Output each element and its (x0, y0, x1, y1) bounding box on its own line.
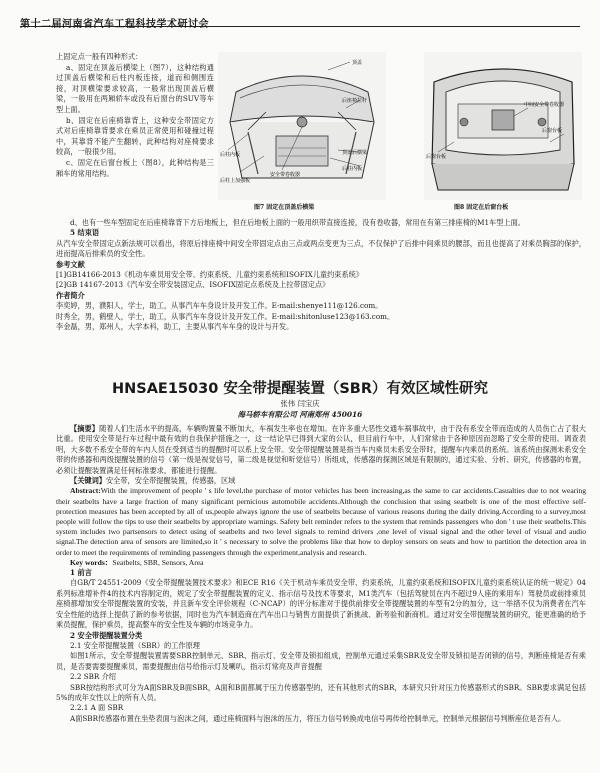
article-author: 张伟 闫宝庆 (280, 399, 320, 408)
paragraph: a、固定在顶盖后横梁上（图7），这种结构通过顶盖后横梁和后柱内板连接，道而和侧围连接，对顶横梁要求较高，一般常出现顶盖后横梁，一般用在两厢轿车或没有后窗台的SUV等车型上面。 (56, 62, 214, 114)
references-heading: 参考文献 (56, 259, 85, 269)
abstract-cn-label: 【摘要】 (70, 424, 100, 433)
section-2-heading: 2 安全带提醒装置分类 (70, 630, 143, 640)
fig7-label: 后柱上加强板 (220, 178, 251, 184)
abstract-cn: 随着人们生活水平的提高，车辆购置量不断加大，车祸发生率也在增加。在许多重大恶性交通车祸事故中，由于没有系安全带而造成的人员伤亡占了很大比重。使用安全带是行车过程中最有效的自我保护措施之一，这一结论早已得到大家的公认，但目前行车中，人们常常由于各种原因而忽略了安全带的使用。调查表明，大多数不系安全带的车内人员在受到适当的提醒时可以系上安全带。安全带提醒装置是指当车内乘员未系安全带时，提醒车内乘员的系统。该系统由探测未系安全带的传感器和两级提醒装置的信号（第一级是视觉信号，第二级是视觉和听觉信号）所组成，传感器的探测区域是有限制的，通过实验、分析、研究，传感器的布置，必须让提醒装置满足任何标准要求，都能进行提醒。 (56, 424, 586, 475)
conclusion-heading: 5 结束语 (70, 228, 100, 238)
author-bio: 时秀全，男，鹤壁人，学士，助工，从事汽车车身设计及开发工作。E-mail:shitonluse123@163.com。 (56, 311, 395, 321)
fig8-label: 中间安全带卷收器 (524, 102, 565, 108)
fig7-label: 顶盖 (352, 60, 363, 66)
keywords-en: Seatbelts, SBR, Sensors, Area (112, 557, 204, 567)
section-2-2-body: SBR按结构形式可分为A面SBR及B面SBR，A面和B面都属于压力传感器型的，还有其他形式的SBR，本研究只针对压力传感器形式的SBR。SBR要求满足包括5%的成年女性以上的所有人员。 (56, 682, 586, 702)
left-column (56, 52, 214, 179)
article-body (56, 424, 586, 724)
author-bio: 李奕婷，男，濮阳人，学士，助工，从事汽车车身设计及开发工作。E-mail:shenye111@126.com。 (56, 301, 383, 311)
figures-area (218, 52, 590, 211)
reference-item: [1]GB14166-2013《机动车乘员用安全带、约束系统、儿童约束系统和ISOFIX儿童约束系统》 (56, 270, 364, 280)
paragraph: c、固定在后窗台板上（图8），此种结构是三厢车的常用结构。 (56, 157, 214, 178)
reference-item: [2]GB 14167-2013《汽车安全带安装固定点、ISOFIX固定点系统及上拉带固定点》 (56, 280, 330, 290)
keywords-en-label: Key words： (70, 557, 113, 567)
section-2-1-body: 如图1所示，安全带提醒装置需要SBR控制单元、SBR、指示灯、安全带及锁扣组成，控制单元通过采集SBR及安全带及锁扣是否闭锁的信号，判断座椅是否有乘员，是否要需要提醒乘员，需要提醒由信号给指示灯及喇叭，指示灯常亮及声音提醒 (56, 651, 586, 671)
paragraph-d: d、也有一些车型固定在后座椅靠背下方后地板上，但在后地板上面的一般用织带直接连接，没有卷收器，常用在有第三排座椅的M1车型上面。 (70, 218, 525, 227)
fig8-label: 后窗台板 (542, 128, 563, 134)
section-2-2-1-heading: 2.2.1 A 面 SBR (70, 703, 124, 713)
abstract-en: With the improvement of people ' s life level,the purchase of motor vehicles has been increasing,as the same to car accidents.Casualties due to not wearing their seatbelts have a large fraction of many significant pernicious automobile accidents.Although the conclusion that using seatbelt is one of the most effective self-protection measures has been accepted by all of us,people always ignore the use of seatbelts because of various reasons during the daily driving.According to a survey,most people will follow the tips to use their seatbelts by appropriate warnings. Safety belt reminder refers to the system that reminds passengers who don ' t use their seatbelts.This system includes two partsensors to detect using of seatbelts and two level signals to remind drivers ,one level of visual signal and the other level of visual and audio signal.The detection area of sensors are limited,so it ' s necessary to solve the problems like that how to deploy sensors on seats and how to partition the detection area in order to meet the requirements of reminding passengers through the experiment,analysis and research. (56, 486, 586, 557)
conclusion-text: 从汽车安全带固定点新法规可以看出，将原后排座椅中间安全带固定点由三点或两点变更为三点，不仅保护了后排中间乘员的腰部，而且也提高了对乘员胸部的保护，进而提高后排乘员的安全性。 (56, 238, 586, 259)
section-2-2-1-body: A面SBR传感器布置在坐垫表面与泡沫之间，通过座椅面料与泡沫的压力，将压力信号转换成电信号再传给控制单元，控制单元根据信号判断座位是否有人。 (70, 713, 566, 723)
keywords-cn: 安全带，安全带提醒装置，传感器，区域 (105, 476, 236, 486)
section-2-1-heading: 2.1 安全带提醒装置（SBR）的工作原理 (70, 640, 200, 650)
running-title: 第十二届河南省汽车工程科技学术研讨会 (20, 19, 209, 30)
fig7-label: 后柱内板 (220, 152, 241, 158)
fig8-rear-shelf-diagram (424, 52, 582, 200)
section-2-2-heading: 2.2 SBR 介绍 (70, 672, 116, 682)
fig8-caption: 图8 固定在后窗台板 (454, 204, 509, 211)
author-bio: 李金磊，男，郑州人，大学本科，助工，主要从事汽车车身的设计与开发。 (56, 322, 294, 332)
fig7-label: 顶盖后横梁 (342, 150, 368, 156)
fig7-label: 后座椅拉杆 (342, 98, 368, 104)
article-affiliation: 海马轿车有限公司 河南郑州 450016 (237, 410, 363, 419)
abstract-en-label: Abstract: (70, 486, 101, 496)
section-1-body: 自GB/T 24551-2009《安全带提醒装置技术要求》和ECE R16《关于机动车乘员安全带、约束系统，儿童约束系统和ISOFIX儿童约束系统认证的统一规定》04系列标准增补件4的技术内容制定的，规定了安全带提醒装置的定义、指示信号及技术等要求，M1类汽车（包括驾驶员在内不超过9人座的乘用车）驾驶员或前排乘员座椅都增加安全带提醒装置的安装，并且新车安全评价规程（C-NCAP）的评分标准对于提供前排安全带提醒装置的车型有2分的加分，这一举措不仅为消费者在汽车安全性能的选择上提供了新的参考依据，同时也为汽车制造商在汽车出口与销售方面提供了新挑战、新考验和新商机。通过对安全带提醒装置的研究，能更准确的给予乘员提醒，保护乘员，提高整车的安全性及车辆的市场竞争力。 (56, 578, 586, 630)
section-1-heading: 1 前言 (70, 568, 92, 578)
paragraph: b、固定在后座椅靠背上，这种安全带固定方式对后座椅靠背要求在乘员正常使用和碰撞过程中，其靠背不能产生翻转，此种结构对座椅要求较高，一般很少用。 (56, 115, 214, 157)
keywords-cn-label: 【关键词】 (70, 476, 106, 486)
fig8-label: 后窗台板 (426, 154, 447, 160)
authors-heading: 作者简介 (56, 290, 85, 300)
fig7-label: 安全带卷收器 (270, 172, 301, 178)
fig7-rear-structure-diagram (218, 52, 386, 200)
running-header (20, 12, 580, 30)
fig7-caption: 图7 固定在顶盖后横梁 (254, 204, 315, 211)
fig7-label: 后柱内板 (342, 166, 363, 172)
paragraph: 上固定点一般有四种形式： (56, 52, 143, 61)
article-title: HNSAE15030 安全带提醒装置（SBR）有效区域性研究 (112, 381, 488, 397)
upper-body (56, 218, 586, 332)
